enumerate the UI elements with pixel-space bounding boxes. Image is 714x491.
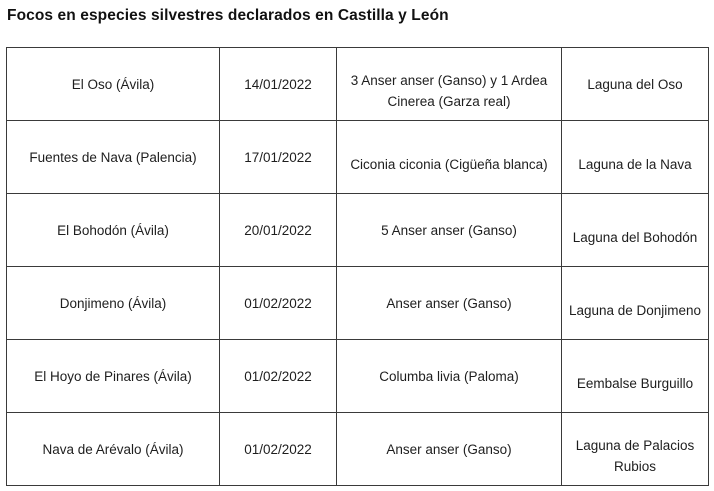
table-row — [7, 413, 709, 486]
date-cell: 01/02/2022 — [220, 413, 337, 486]
species-cell — [337, 121, 562, 194]
table-row — [7, 340, 709, 413]
date-cell: 20/01/2022 — [220, 194, 337, 267]
species-cell: Anser anser (Ganso) — [337, 413, 562, 486]
location-cell: El Bohodón (Ávila) — [7, 194, 220, 267]
species-cell: Anser anser (Ganso) — [337, 267, 562, 340]
table-row — [7, 267, 709, 340]
place-text: Eembalse Burguillo — [576, 375, 694, 391]
place-cell — [562, 413, 709, 486]
location-cell: El Hoyo de Pinares (Ávila) — [7, 340, 220, 413]
species-cell — [337, 48, 562, 121]
species-cell: 5 Anser anser (Ganso) — [337, 194, 562, 267]
location-cell: El Oso (Ávila) — [7, 48, 220, 121]
location-cell: Fuentes de Nava (Palencia) — [7, 121, 220, 194]
table-row — [7, 48, 709, 121]
table-row — [7, 194, 709, 267]
table-row — [7, 121, 709, 194]
place-cell — [562, 121, 709, 194]
place-text: Laguna de Donjimeno — [568, 302, 702, 318]
place-cell — [562, 340, 709, 413]
location-cell: Donjimeno (Ávila) — [7, 267, 220, 340]
species-text: 3 Anser anser (Ganso) y 1 Ardea Cinerea (Garza real) — [350, 73, 548, 109]
place-text: Laguna del Bohodón — [572, 229, 698, 245]
date-cell: 17/01/2022 — [220, 121, 337, 194]
date-cell: 01/02/2022 — [220, 340, 337, 413]
place-cell: Laguna del Oso — [562, 48, 709, 121]
document-title: Focos en especies silvestres declarados en Castilla y León — [7, 7, 449, 24]
date-cell: 14/01/2022 — [220, 48, 337, 121]
location-cell: Nava de Arévalo (Ávila) — [7, 413, 220, 486]
place-text: Laguna de la Nava — [578, 156, 692, 172]
place-cell — [562, 267, 709, 340]
date-cell: 01/02/2022 — [220, 267, 337, 340]
outbreaks-table — [6, 47, 709, 486]
place-cell — [562, 194, 709, 267]
species-cell: Columba livia (Paloma) — [337, 340, 562, 413]
place-text: Laguna de Palacios Rubios — [575, 438, 695, 474]
species-text: Ciconia ciconia (Cigüeña blanca) — [350, 156, 548, 172]
